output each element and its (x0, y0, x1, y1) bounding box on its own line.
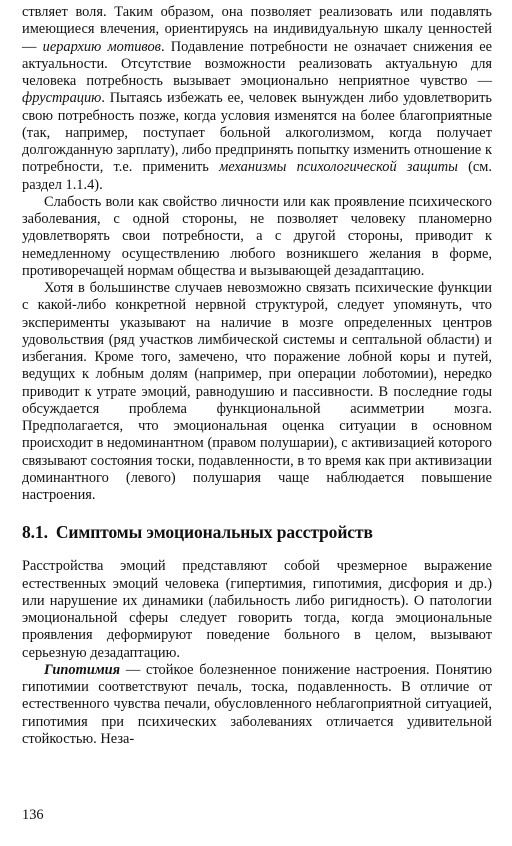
text-run: — стойкое болезненное понижение настроения. Понятию гипотимии соответствуют печаль, тоска, подавленность. В отличие от естественного чувства печали, обусловленного неблагоприятной ситуацией, гипотимия при психических заболеваниях отличается удивительной стойкостью. Неза- (22, 661, 492, 747)
text-run: (см. раздел 1.1.4). (22, 159, 492, 193)
paragraph-will (22, 4, 492, 194)
page-number: 136 (22, 807, 44, 823)
paragraph-weak-will: Слабость воли как свойство личности или как проявление психического заболевания, с одной стороны, не позволяет человеку планомерно удовлетворять свои потребности, а с другой стороны, приводит к немедленному осуществлению любого возникшего желания в форме, противоречащей нормам общества и вызывающей дезадаптацию. (22, 193, 492, 279)
term-defense-mechanisms: механизмы психологической защиты (219, 159, 458, 176)
section-number: 8.1. (22, 522, 48, 543)
section-title: Симптомы эмоциональных расстройств (55, 522, 373, 543)
text-run: ствляет воля. Таким образом, она позволяет реализовать или подавлять имеющиеся влечения, ориентируясь на индивидуальную шкалу ценностей — (22, 4, 492, 55)
paragraph-hypothymia (22, 662, 492, 748)
paragraph-emotion-disorders: Расстройства эмоций представляют собой чрезмерное выражение естественных эмоций человека (гипертимия, гипотимия, дисфория и др.) или нарушение их динамики (лабильность либо ригидность). О патологии эмоциональной сферы следует говорить тогда, когда эмоциональные проявления деформируют поведение больного в целом, вызывают серьезную дезадаптацию. (22, 558, 492, 661)
page-body (22, 4, 492, 748)
text-run: . Пытаясь избежать ее, человек вынужден либо удовлетворить свою потребность позже, когда условия изменятся на более благоприятные (так, например, поступает больной алкоголизмом, когда получает долгожданную зарплату), либо предпринять попытку изменить отношение к потребности, т.е. применить (22, 90, 492, 176)
section-heading (22, 522, 492, 542)
text-run: . Подавление потребности не означает снижения ее актуальности. Отсутствие возможности реализовать актуальную для человека потребность вызывает эмоционально неприятное чувство — (22, 38, 492, 89)
term-hypothymia: Гипотимия (44, 661, 121, 678)
paragraph-brain-centers: Хотя в большинстве случаев невозможно связать психические функции с какой-либо конкретной нервной структурой, следует упомянуть, что эксперименты указывают на наличие в мозге определенных центров удовольствия (ряд участков лимбической системы и септальной области) и избегания. Кроме того, замечено, что поражение лобной коры и путей, ведущих к лобным долям (например, при операции лоботомии), нередко приводит к утрате эмоций, равнодушию и пассивности. В последние годы обсуждается проблема функциональной асимметрии мозга. Предполагается, что эмоциональная оценка ситуации в основном происходит в недоминантном (правом полушарии), с активизацией которого связывают состояния тоски, подавленности, в то время как при активизации доминантного (левого) полушария чаще наблюдается повышение настроения. (22, 280, 492, 503)
term-hierarchy-of-motives: иерархию мотивов (42, 38, 161, 55)
term-frustration: фрустрацию (22, 90, 102, 107)
